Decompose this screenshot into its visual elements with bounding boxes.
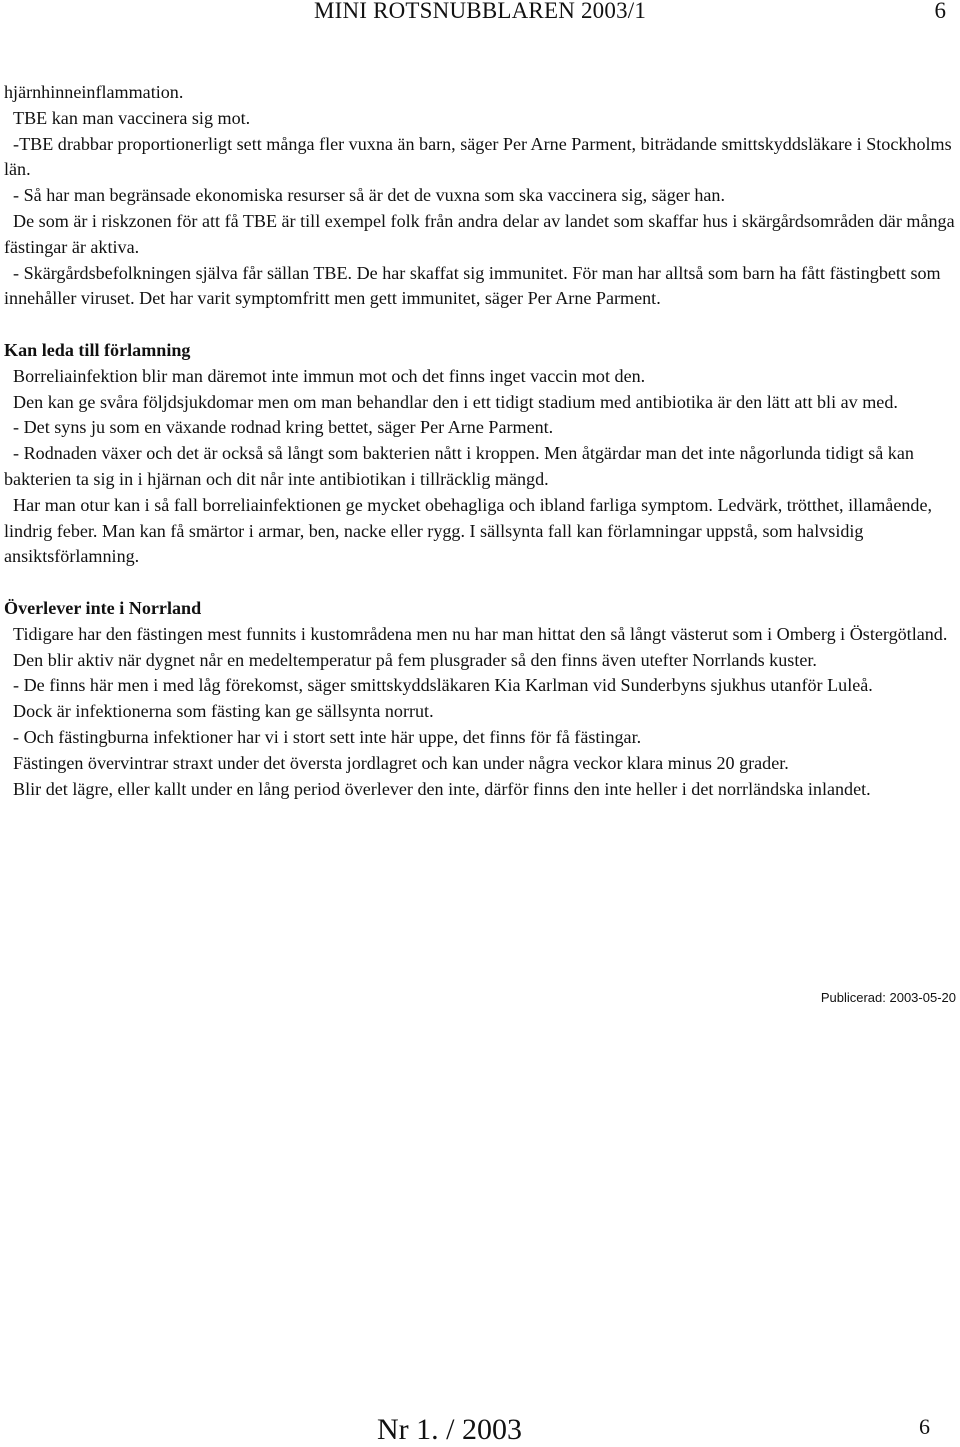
page-header-title: MINI ROTSNUBBLAREN 2003/1	[313, 0, 647, 23]
section1-paragraph: Den kan ge svåra följdsjukdomar men om man behandlar den i ett tidigt stadium med antibiotika är den lätt att bli av med.	[4, 391, 898, 412]
published-date: Publicerad: 2003-05-20	[820, 990, 956, 1005]
intro-line: De som är i riskzonen för att få TBE är till exempel folk från andra delar av landet som skaffar hus i skärgårdsområden där många fästingar är aktiva.	[4, 210, 960, 257]
section2-paragraph: Fästingen övervintrar straxt under det översta jordlagret och kan under några veckor klara minus 20 grader.	[4, 752, 789, 773]
intro-line: - Så har man begränsade ekonomiska resurser så är det de vuxna som ska vaccinera sig, säger han.	[4, 185, 725, 206]
section2-paragraph: - Och fästingburna infektioner har vi i stort sett inte här uppe, det finns för få fästingar.	[4, 726, 642, 747]
footer-issue: Nr 1. / 2003	[377, 1413, 522, 1446]
footer-page-number: 6	[919, 1414, 930, 1439]
section2-paragraph: Dock är infektionerna som fästing kan ge sällsynta norrut.	[4, 701, 434, 722]
section1-paragraph: - Rodnaden växer och det är också så långt som bakterien nått i kroppen. Men åtgärdar man det inte någorlunda tidigt så kan bakterien ta sig in i hjärnan och dit når inte antibiotikan i tillräcklig mängd.	[4, 443, 919, 489]
article-body	[4, 80, 958, 802]
section1-paragraph: Borreliainfektion blir man däremot inte immun mot och det finns inget vaccin mot den.	[4, 365, 646, 386]
section2-paragraph: Blir det lägre, eller kallt under en lång period överlever den inte, därför finns den inte heller i det norrländska inlandet.	[4, 778, 871, 799]
section-heading-paralysis: Kan leda till förlamning	[4, 339, 191, 360]
intro-line: -TBE drabbar proportionerligt sett många fler vuxna än barn, säger Per Arne Parment, biträdande smittskyddsläkare i Stockholms län.	[4, 133, 957, 180]
intro-line: hjärnhinneinflammation.	[4, 82, 184, 102]
intro-line: TBE kan man vaccinera sig mot.	[4, 107, 251, 128]
section2-paragraph: Den blir aktiv när dygnet når en medeltemperatur på fem plusgrader så den finns även utefter Norrlands kuster.	[4, 649, 817, 670]
section1-paragraph: - Det syns ju som en växande rodnad kring bettet, säger Per Arne Parment.	[4, 417, 554, 438]
intro-line: - Skärgårdsbefolkningen själva får sällan TBE. De har skaffat sig immunitet. För man har alltså som barn ha fått fästingbett som innehåller viruset. Det har varit symptomfritt men gett immunitet, säger Per Arne Parment.	[4, 262, 946, 309]
header-page-number: 6	[934, 0, 946, 23]
section1-paragraph: Har man otur kan i så fall borreliainfektionen ge mycket obehagliga och ibland farliga symptom. Ledvärk, trötthet, illamående, lindrig feber. Man kan få smärtor i armar, ben, nacke eller rygg. I sällsynta fall kan förlamningar uppstå, som halvsidig ansiktsförlamning.	[4, 494, 937, 567]
section2-paragraph: - De finns här men i med låg förekomst, säger smittskyddsläkaren Kia Karlman vid Sunderbyns sjukhus utanför Luleå.	[4, 675, 873, 696]
section-heading-norrland: Överlever inte i Norrland	[4, 597, 202, 618]
section2-paragraph: Tidigare har den fästingen mest funnits i kustområdena men nu har man hittat den så långt västerut som i Omberg i Östergötland.	[4, 623, 948, 644]
